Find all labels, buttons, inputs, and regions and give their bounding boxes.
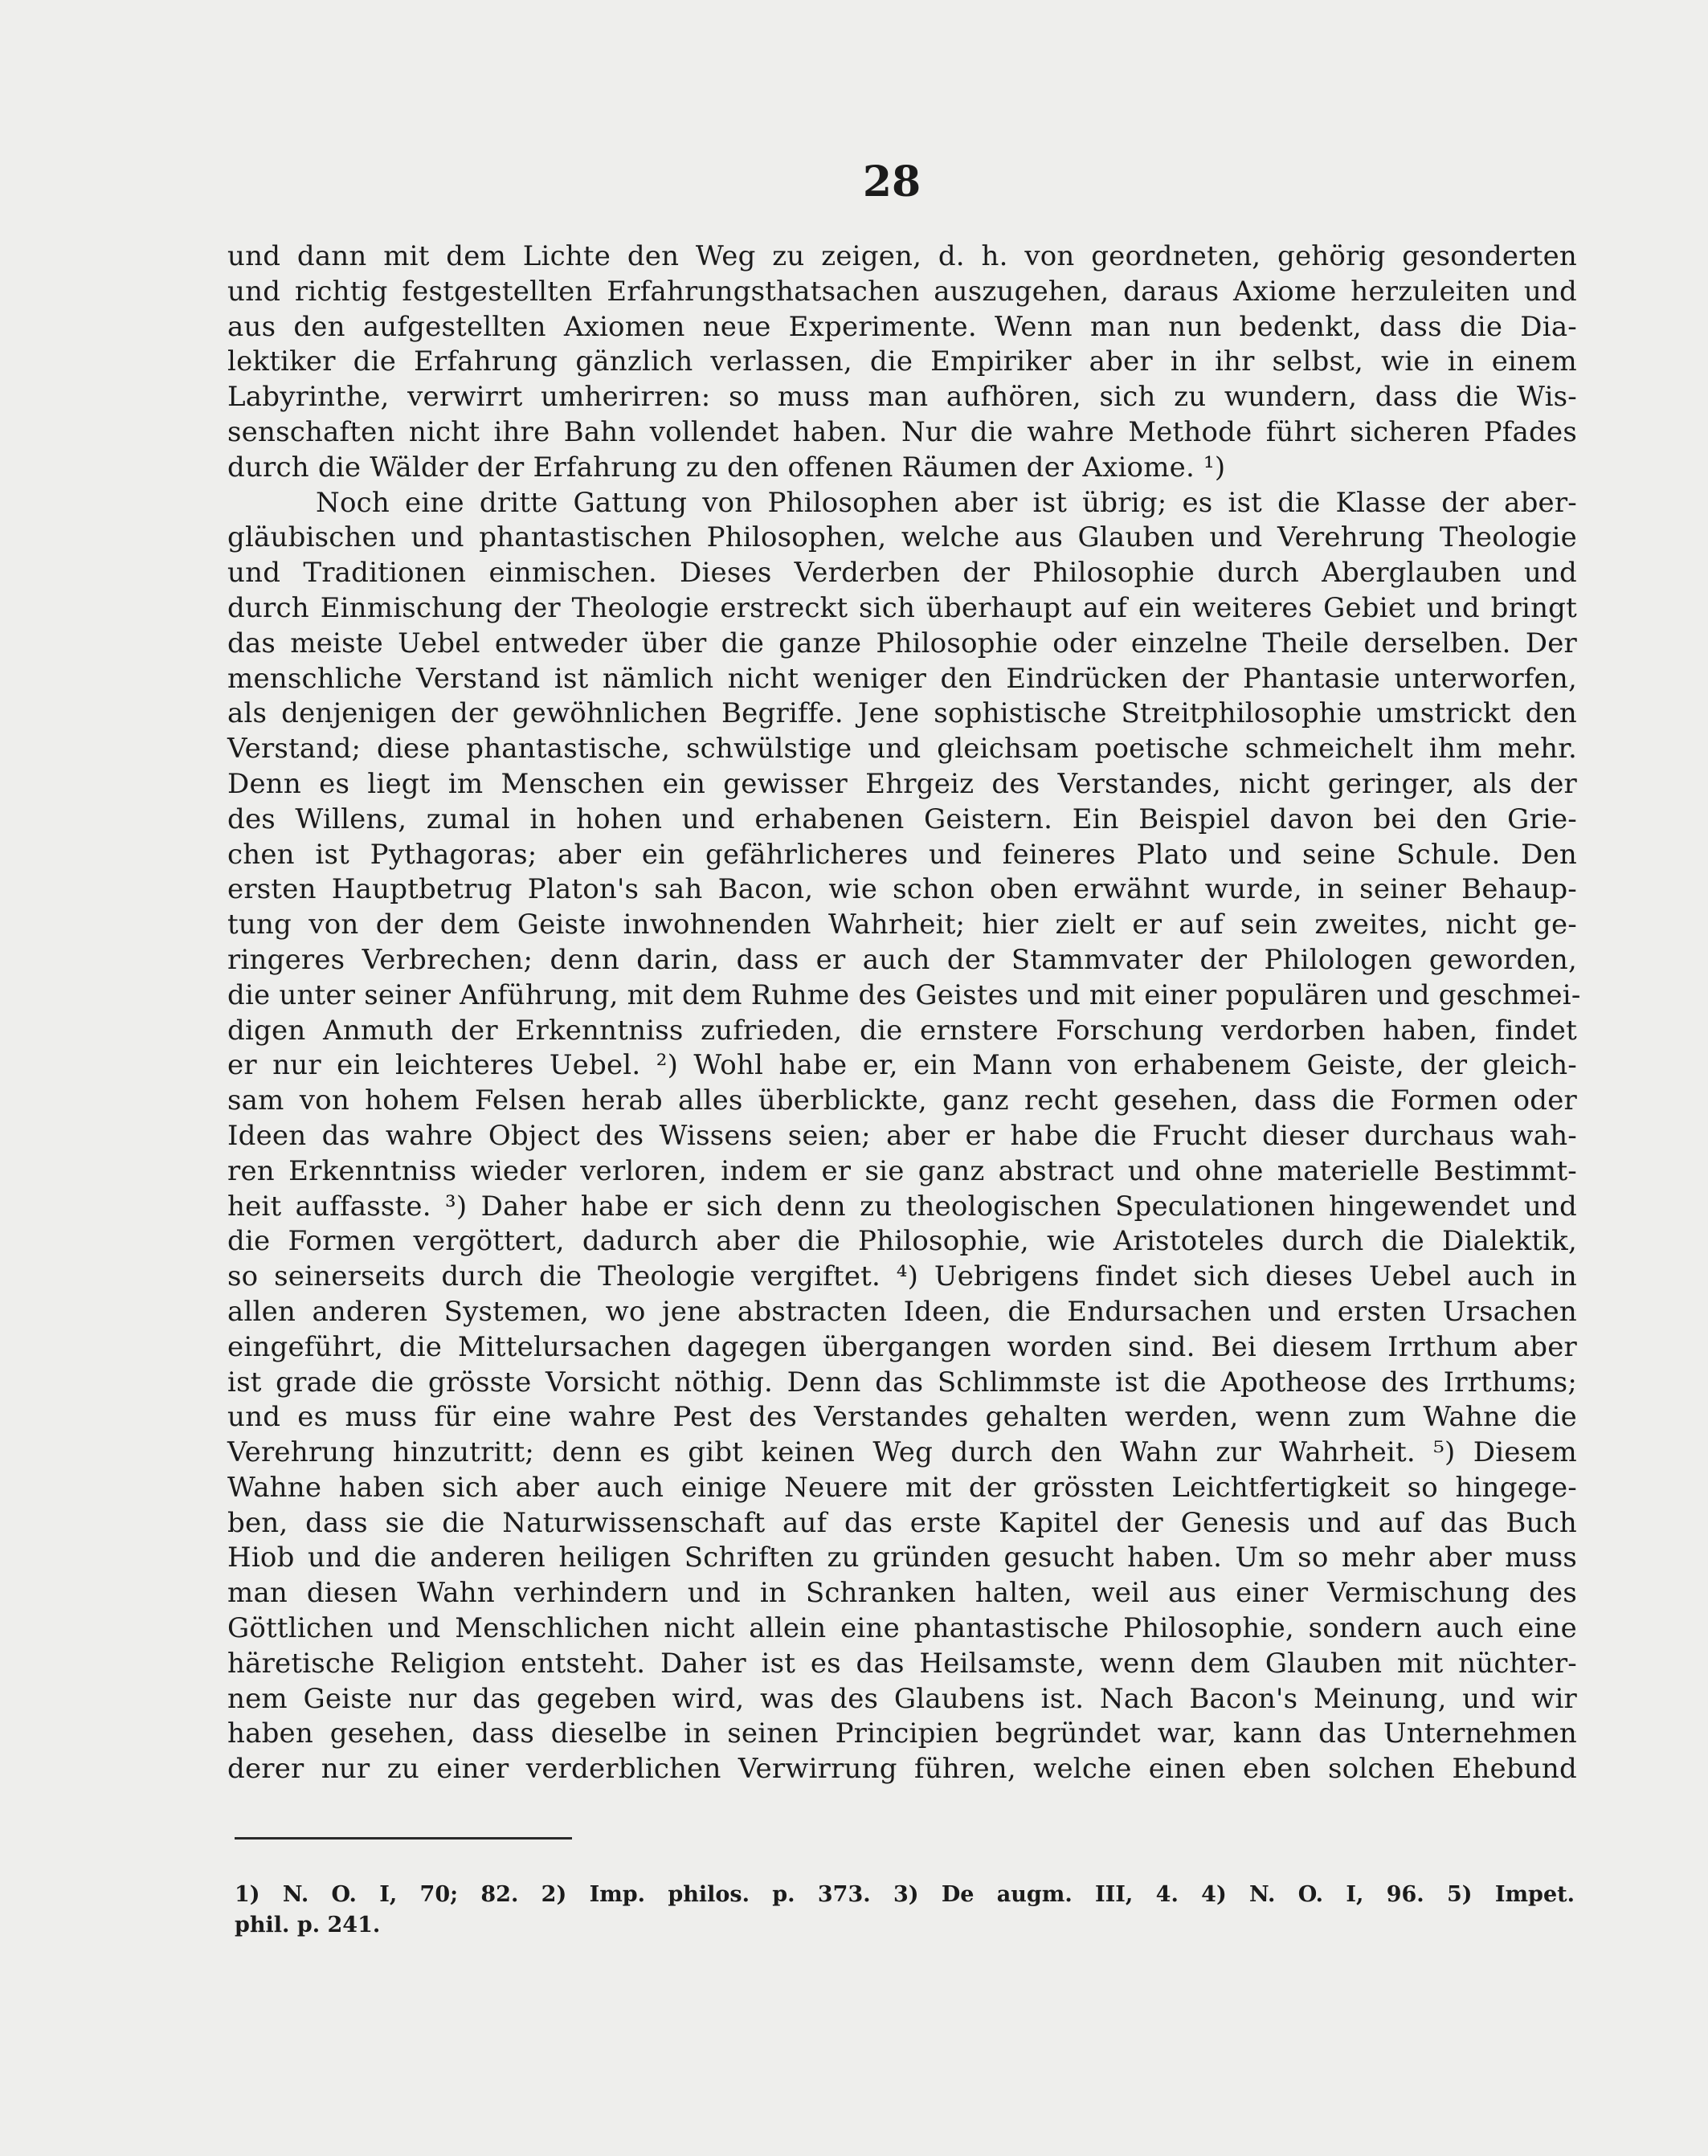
text-line: lektiker die Erfahrung gänzlich verlassen, die Empiriker aber in ihr selbst, wie in einem — [227, 345, 1577, 378]
text-line: tung von der dem Geiste inwohnenden Wahrheit; hier zielt er auf sein zweites, nicht ge- — [227, 909, 1577, 941]
text-line: häretische Religion entsteht. Daher ist es das Heilsamste, wenn dem Glauben mit nüchter- — [227, 1647, 1577, 1680]
text-line: Göttlichen und Menschlichen nicht allein eine phantastische Philosophie, sondern auch eine — [227, 1612, 1577, 1645]
text-line: senschaften nicht ihre Bahn vollendet haben. Nur die wahre Methode führt sicheren Pfades — [227, 415, 1577, 448]
text-line: ringeres Verbrechen; denn darin, dass er auch der Stammvater der Philologen geworden, — [227, 943, 1577, 976]
text-line: als denjenigen der gewöhnlichen Begriffe. Jene sophistische Streitphilosophie umstrickt den — [227, 697, 1577, 730]
text-line: Denn es liegt im Menschen ein gewisser Ehrgeiz des Verstandes, nicht geringer, als der — [227, 767, 1577, 800]
text-line: menschliche Verstand ist nämlich nicht weniger den Eindrücken der Phantasie unterworfen, — [227, 662, 1577, 695]
text-line: Noch eine dritte Gattung von Philosophen aber ist übrig; es ist die Klasse der aber- — [316, 486, 1577, 519]
page-number: 28 — [862, 157, 921, 206]
text-line: Verstand; diese phantastische, schwülstige und gleichsam poetische schmeichelt ihm mehr. — [227, 733, 1577, 766]
text-line: eingeführt, die Mittelursachen dagegen übergangen worden sind. Bei diesem Irrthum aber — [227, 1330, 1577, 1363]
text-line: heit auffasste. ³) Daher habe er sich denn zu theologischen Speculationen hingewendet und — [227, 1190, 1577, 1223]
text-line: und richtig festgestellten Erfahrungsthatsachen auszugehen, daraus Axiome herzuleiten und — [227, 275, 1577, 308]
text-line: und dann mit dem Lichte den Weg zu zeigen, d. h. von geordneten, gehörig gesonderten — [227, 240, 1577, 272]
footnote-line: 1) N. O. I, 70; 82. 2) Imp. philos. p. 373. 3) De augm. III, 4. 4) N. O. I, 96. 5) Impet. — [235, 1882, 1575, 1907]
text-line: allen anderen Systemen, wo jene abstracten Ideen, die Endursachen und ersten Ursachen — [227, 1295, 1577, 1328]
footnote-divider — [235, 1837, 572, 1840]
text-line: ben, dass sie die Naturwissenschaft auf das erste Kapitel der Genesis und auf das Buch — [227, 1506, 1577, 1539]
text-line: und es muss für eine wahre Pest des Verstandes gehalten werden, wenn zum Wahne die — [227, 1401, 1577, 1434]
text-line: sam von hohem Felsen herab alles überblickte, ganz recht gesehen, dass die Formen oder — [227, 1084, 1577, 1117]
text-line: Ideen das wahre Object des Wissens seien; aber er habe die Frucht dieser durchaus wah- — [227, 1119, 1577, 1152]
text-line: Verehrung hinzutritt; denn es gibt keinen Weg durch den Wahn zur Wahrheit. ⁵) Diesem — [227, 1436, 1577, 1469]
text-line: digen Anmuth der Erkenntniss zufrieden, die ernstere Forschung verdorben haben, findet — [227, 1014, 1577, 1047]
text-line: Hiob und die anderen heiligen Schriften zu gründen gesucht haben. Um so mehr aber muss — [227, 1541, 1577, 1574]
text-line: ist grade die grösste Vorsicht nöthig. Denn das Schlimmste ist die Apotheose des Irrthums; — [227, 1366, 1577, 1399]
text-line: die Formen vergöttert, dadurch aber die Philosophie, wie Aristoteles durch die Dialektik, — [227, 1225, 1577, 1258]
footnotes — [235, 1880, 1575, 1941]
text-line: chen ist Pythagoras; aber ein gefährlicheres und feineres Plato und seine Schule. Den — [227, 838, 1577, 871]
text-line: man diesen Wahn verhindern und in Schranken halten, weil aus einer Vermischung des — [227, 1577, 1577, 1610]
text-line: gläubischen und phantastischen Philosophen, welche aus Glauben und Verehrung Theologie — [227, 521, 1577, 554]
text-line: durch die Wälder der Erfahrung zu den offenen Räumen der Axiome. ¹) — [227, 451, 1226, 484]
text-line: durch Einmischung der Theologie erstreckt sich überhaupt auf ein weiteres Gebiet und bringt — [227, 591, 1577, 624]
text-line: ersten Hauptbetrug Platon's sah Bacon, wie schon oben erwähnt wurde, in seiner Behaup- — [227, 873, 1577, 906]
text-line: haben gesehen, dass dieselbe in seinen Principien begründet war, kann das Unternehmen — [227, 1717, 1577, 1750]
text-line: Wahne haben sich aber auch einige Neuere mit der grössten Leichtfertigkeit so hingege- — [227, 1471, 1577, 1504]
text-line: die unter seiner Anführung, mit dem Ruhme des Geistes und mit einer populären und geschmei- — [227, 978, 1581, 1011]
text-line: und Traditionen einmischen. Dieses Verderben der Philosophie durch Aberglauben und — [227, 557, 1577, 590]
body-text — [227, 239, 1581, 1787]
text-line: er nur ein leichteres Uebel. ²) Wohl habe er, ein Mann von erhabenem Geiste, der gleich- — [227, 1049, 1577, 1082]
text-line: aus den aufgestellten Axiomen neue Experimente. Wenn man nun bedenkt, dass die Dia- — [227, 310, 1577, 343]
text-line: nem Geiste nur das gegeben wird, was des Glaubens ist. Nach Bacon's Meinung, und wir — [227, 1682, 1577, 1715]
text-line: ren Erkenntniss wieder verloren, indem er sie ganz abstract und ohne materielle Bestimmt- — [227, 1154, 1577, 1187]
footnote-line: phil. p. 241. — [235, 1913, 381, 1938]
text-line: Labyrinthe, verwirrt umherirren: so muss man aufhören, sich zu wundern, dass die Wis- — [227, 381, 1577, 414]
text-line: so seinerseits durch die Theologie vergiftet. ⁴) Uebrigens findet sich dieses Uebel auch in — [227, 1260, 1577, 1293]
text-line: derer nur zu einer verderblichen Verwirrung führen, welche einen eben solchen Ehebund — [227, 1753, 1577, 1786]
text-line: des Willens, zumal in hohen und erhabenen Geistern. Ein Beispiel davon bei den Grie- — [227, 802, 1577, 835]
text-line: das meiste Uebel entweder über die ganze Philosophie oder einzelne Theile derselben. Der — [227, 627, 1577, 659]
